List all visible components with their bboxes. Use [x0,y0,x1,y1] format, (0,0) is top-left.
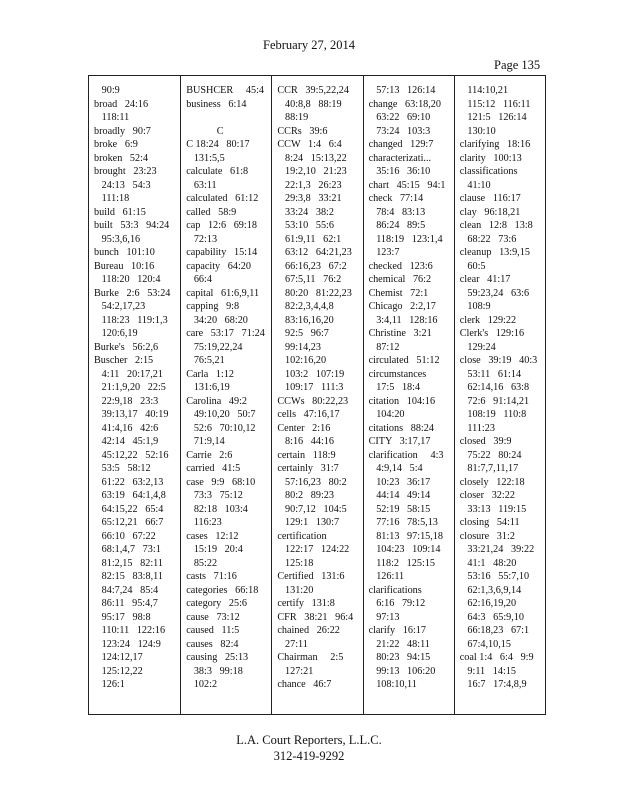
index-entry: 97:13 [368,611,400,623]
index-entry: 123:7 [368,247,400,258]
index-entry: 118:19 123:1,4 [368,233,443,245]
index-column-4 [363,76,454,714]
index-entry: CFR 38:21 96:4 [277,611,354,623]
index-entry: 99:14,23 [277,341,321,353]
index-entry: 115:12 116:11 [459,98,531,110]
index-entry: 57:13 126:14 [368,85,436,96]
index-entry: certain 118:9 [277,449,336,461]
index-entry: 81:13 97:15,18 [368,530,443,542]
index-entry: 108:10,11 [368,679,417,690]
index-entry: capital 61:6,9,11 [186,287,260,299]
index-entry: circumstances [368,368,427,380]
index-entry: capacity 64:20 [186,260,251,272]
index-entry: 85:22 [186,557,218,569]
index-entry: clarify 16:17 [368,625,426,636]
index-entry: 80:2 89:23 [277,490,334,501]
index-entry: 60:5 [459,260,486,272]
index-entry: 53:16 55:7,10 [459,571,530,582]
index-entry: 73:24 103:3 [368,125,431,137]
index-entry: certainly 31:7 [277,463,339,474]
index-entry: 86:24 89:5 [368,220,426,231]
index-entry: build 61:15 [94,206,146,218]
index-entry: Burke's 56:2,6 [94,341,159,353]
index-entry: 24:13 54:3 [94,179,151,191]
index-entry: 66:18,23 67:1 [459,625,530,636]
index-entry: 80:20 81:22,23 [277,287,352,299]
index-entry: clear 41:17 [459,274,511,285]
transcript-date: February 27, 2014 [263,38,355,52]
index-entry: 131:20 [277,584,314,596]
index-entry: broadly 90:7 [94,125,151,137]
index-entry: 63:12 64:21,23 [277,247,352,258]
index-entry: 127:21 [277,665,314,677]
index-entry: case 9:9 68:10 [186,476,256,488]
index-entry: 66:4 [186,274,212,285]
index-entry: chart 45:15 94:1 [368,179,446,191]
index-entry: 52:19 58:15 [368,503,431,515]
page-number: Page 135 [494,58,541,72]
index-entry: closing 54:11 [459,517,520,528]
index-entry: chained 26:22 [277,625,340,636]
index-entry: C 18:24 80:17 [186,139,250,150]
index-entry: closely 122:18 [459,476,525,488]
index-entry: 21:22 48:11 [368,638,430,650]
index-entry: Christine 3:21 [368,328,432,339]
index-entry: 67:5,11 76:2 [277,274,342,285]
index-entry: chance 46:7 [277,679,332,690]
index-entry: 49:10,20 50:7 [186,409,256,420]
index-entry: 6:16 79:12 [368,598,426,609]
index-entry: closure 31:2 [459,530,515,542]
index-entry: clarifying 18:16 [459,139,531,150]
index-entry: capping 9:8 [186,301,240,312]
index-entry: 75:22 80:24 [459,449,522,461]
index-entry: Carolina 49:2 [186,395,248,407]
index-entry: clause 116:17 [459,193,521,204]
index-entry: 120:6,19 [94,328,138,339]
index-entry: 109:17 111:3 [277,382,344,393]
index-entry: cleanup 13:9,15 [459,247,530,258]
index-entry: 27:11 [277,638,308,650]
index-entry: CCRs 39:6 [277,125,328,137]
index-entry: 52:6 70:10,12 [186,422,256,434]
index-entry: 111:18 [94,193,130,204]
index-entry: CCR 39:5,22,24 [277,85,349,96]
index-entry: 40:8,8 88:19 [277,98,342,110]
index-entry: clay 96:18,21 [459,206,521,218]
index-entry: 38:3 99:18 [186,665,243,677]
index-entry: citation 104:16 [368,395,436,407]
index-entry: causes 82:4 [186,638,239,650]
index-entry: 126:11 [368,571,405,582]
index-entry: 111:23 [459,422,495,434]
index-entry: 110:11 122:16 [94,625,166,636]
index-entry: called 58:9 [186,206,237,218]
index-entry: 122:17 124:22 [277,544,350,555]
index-entry: 68:1,4,7 73:1 [94,544,161,555]
index-entry: Clerk's 129:16 [459,328,525,339]
index-entry: 126:1 [94,679,125,690]
index-entry: BUSHCER 45:4 [186,85,265,96]
index-entry: 63:19 64:1,4,8 [94,490,166,501]
index-entry: Carrie 2:6 [186,449,233,461]
index-entry: Carla 1:12 [186,368,235,380]
index-entry: CITY 3:17,17 [368,436,431,447]
index-entry: 82:2,3,4,4,8 [277,301,334,312]
index-entry: 33:24 38:2 [277,206,334,218]
index-entry: 61:9,11 62:1 [277,233,342,245]
index-entry: 108:19 110:8 [459,409,527,420]
index-entry: check 77:14 [368,193,424,204]
index-entry: 116:23 [186,517,222,528]
index-entry: 92:5 96:7 [277,328,329,339]
index-entry: 118:23 119:1,3 [94,314,168,326]
index-entry: 33:21,24 39:22 [459,544,535,555]
index-entry: 53:11 61:14 [459,368,522,380]
index-entry: business 6:14 [186,98,247,110]
index-entry: caused 11:5 [186,625,240,636]
index-entry: 35:16 36:10 [368,166,431,177]
word-index-grid [88,75,546,715]
index-entry: 41:4,16 42:6 [94,422,159,434]
index-entry: calculate 61:8 [186,166,249,177]
index-entry: 3:4,11 128:16 [368,314,438,326]
index-entry: broke 6:9 [94,139,138,150]
index-entry: 71:9,14 [186,436,225,447]
index-entry: 29:3,8 33:21 [277,193,342,204]
index-entry: 41:1 48:20 [459,557,517,569]
index-entry: clerk 129:22 [459,314,517,326]
index-entry: 44:14 49:14 [368,490,431,501]
index-entry: 87:12 [368,341,400,353]
index-entry: 62:14,16 63:8 [459,382,530,393]
index-entry: citations 88:24 [368,422,434,434]
index-entry: 108:9 [459,301,491,312]
index-entry: 75:19,22,24 [186,341,243,353]
index-entry: 129:1 130:7 [277,517,340,528]
index-entry: 124:12,17 [94,652,143,663]
index-entry: 72:13 [186,233,218,245]
index-entry: clarifications [368,584,422,596]
index-entry: clarity 100:13 [459,152,522,164]
index-entry: 19:2,10 21:23 [277,166,347,177]
index-entry: 114:10,21 [459,85,509,96]
index-entry: 95:3,6,16 [94,233,141,245]
index-entry: Burke 2:6 53:24 [94,287,171,299]
index-entry: 77:16 78:5,13 [368,517,438,528]
index-entry: Chicago 2:2,17 [368,301,436,312]
index-entry: 78:4 83:13 [368,206,426,218]
index-entry: 125:18 [277,557,314,569]
index-entry: 82:15 83:8,11 [94,571,163,582]
index-entry: changed 129:7 [368,139,434,150]
index-entry: cases 12:12 [186,530,239,542]
index-entry: 22:1,3 26:23 [277,179,342,191]
index-entry: 104:20 [368,409,405,420]
index-column-5 [454,76,545,714]
index-entry: circulated 51:12 [368,355,440,366]
index-entry: 76:5,21 [186,355,225,366]
index-entry: checked 123:6 [368,260,433,272]
index-entry: 86:11 95:4,7 [94,598,158,609]
index-entry: bunch 101:10 [94,247,155,258]
index-entry: 102:2 [186,679,218,690]
index-entry: 22:9,18 23:3 [94,395,159,407]
index-entry: 103:2 107:19 [277,368,345,380]
index-entry: 15:19 20:4 [186,544,243,555]
index-entry: broad 24:16 [94,98,149,110]
index-entry: classifications [459,166,518,177]
index-entry: Chairman 2:5 [277,652,344,663]
index-entry: 131:6,19 [186,382,230,393]
index-entry: C [186,125,224,137]
index-entry: 17:5 18:4 [368,382,421,393]
reporter-phone: 312-419-9292 [273,749,345,763]
index-entry: certify 131:8 [277,598,335,609]
index-entry: closed 39:9 [459,436,512,447]
index-entry: 53:10 55:6 [277,220,334,231]
index-entry: 130:10 [459,125,496,137]
index-entry: CCWs 80:22,23 [277,395,349,407]
index-entry: 99:13 106:20 [368,665,436,677]
index-entry: 129:24 [459,341,496,353]
index-entry: 8:24 15:13,22 [277,152,347,164]
index-entry: 72:6 91:14,21 [459,395,530,407]
index-entry: 123:24 124:9 [94,638,161,650]
index-entry: 66:16,23 67:2 [277,260,347,272]
index-entry: 41:10 [459,179,491,191]
index-entry: closer 32:22 [459,490,515,501]
index-entry: Bureau 10:16 [94,260,155,272]
index-entry: 81:7,7,11,17 [459,463,519,474]
index-entry: 34:20 68:20 [186,314,248,326]
index-entry: category 25:6 [186,598,248,609]
index-entry: 83:16,16,20 [277,314,334,326]
index-entry: cap 12:6 69:18 [186,220,257,231]
index-entry: 118:20 120:4 [94,274,161,285]
index-entry: 62:1,3,6,9,14 [459,584,522,596]
index-entry: 16:7 17:4,8,9 [459,679,527,690]
index-entry: clarification 4:3 [368,449,444,461]
index-entry: 64:15,22 65:4 [94,503,164,515]
index-entry: 66:10 67:22 [94,530,156,542]
index-entry: Center 2:16 [277,422,331,434]
index-entry: causing 25:13 [186,652,249,663]
index-entry: 65:12,21 66:7 [94,517,164,528]
index-entry: 80:23 94:15 [368,652,431,663]
index-entry: 9:11 14:15 [459,665,516,677]
index-entry: 68:22 73:6 [459,233,517,245]
index-entry: cells 47:16,17 [277,409,340,420]
index-column-1 [89,76,180,714]
index-entry: 33:13 119:15 [459,503,527,515]
index-column-3 [271,76,362,714]
index-entry: 21:1,9,20 22:5 [94,382,166,393]
index-entry: 62:16,19,20 [459,598,517,609]
index-entry: 63:22 69:10 [368,112,431,123]
index-entry: carried 41:5 [186,463,241,474]
index-entry: clean 12:8 13:8 [459,220,533,231]
index-entry: built 53:3 94:24 [94,220,170,231]
index-entry: 104:23 109:14 [368,544,441,555]
index-entry: 61:22 63:2,13 [94,476,164,488]
index-entry: 84:7,24 85:4 [94,584,159,596]
index-entry: 57:16,23 80:2 [277,476,347,488]
index-entry: 82:18 103:4 [186,503,248,515]
index-entry: 90:7,12 104:5 [277,503,347,515]
index-entry: 131:5,5 [186,152,225,164]
index-entry: broken 52:4 [94,152,149,164]
index-entry: chemical 76:2 [368,274,432,285]
index-entry: 4:11 20:17,21 [94,368,163,380]
index-entry: Chemist 72:1 [368,287,429,299]
index-entry: capability 15:14 [186,247,258,258]
index-entry: 53:5 58:12 [94,463,151,474]
index-entry: calculated 61:12 [186,193,259,204]
index-entry: CCW 1:4 6:4 [277,139,342,150]
index-entry [186,111,271,125]
index-entry: 73:3 75:12 [186,490,243,501]
index-entry: 102:16,20 [277,355,327,366]
index-entry: Certified 131:6 [277,571,345,582]
index-entry: 64:3 65:9,10 [459,611,524,623]
index-entry: 39:13,17 40:19 [94,409,169,420]
index-entry: certification [277,530,327,542]
index-entry: coal 1:4 6:4 9:9 [459,652,534,663]
index-entry: 118:11 [94,112,130,123]
index-entry: 59:23,24 63:6 [459,287,530,299]
index-entry: 88:19 [277,112,309,123]
index-entry: 81:2,15 82:11 [94,557,163,569]
index-entry: 45:12,22 52:16 [94,449,169,461]
index-entry: categories 66:18 [186,584,259,596]
index-entry: 121:5 126:14 [459,112,527,123]
index-entry: 54:2,17,23 [94,301,146,312]
index-entry: close 39:19 40:3 [459,355,538,366]
index-column-2 [180,76,271,714]
index-entry: 67:4,10,15 [459,638,511,650]
index-entry: cause 73:12 [186,611,240,623]
index-entry: 125:12,22 [94,665,143,677]
index-entry: care 53:17 71:24 [186,328,265,339]
index-entry: 95:17 98:8 [94,611,151,623]
index-entry: casts 71:16 [186,571,237,582]
index-entry: 42:14 45:1,9 [94,436,159,447]
index-entry: brought 23:23 [94,166,157,177]
index-entry: change 63:18,20 [368,98,441,110]
index-entry: Buscher 2:15 [94,355,154,366]
index-entry: 10:23 36:17 [368,476,431,488]
index-entry: 118:2 125:15 [368,557,435,569]
index-entry: characterizati... [368,152,432,164]
index-entry: 90:9 [94,85,120,96]
index-entry: 63:11 [186,179,217,191]
reporter-company: L.A. Court Reporters, L.L.C. [236,733,382,747]
index-entry: 8:16 44:16 [277,436,334,447]
index-entry: 4:9,14 5:4 [368,463,423,474]
